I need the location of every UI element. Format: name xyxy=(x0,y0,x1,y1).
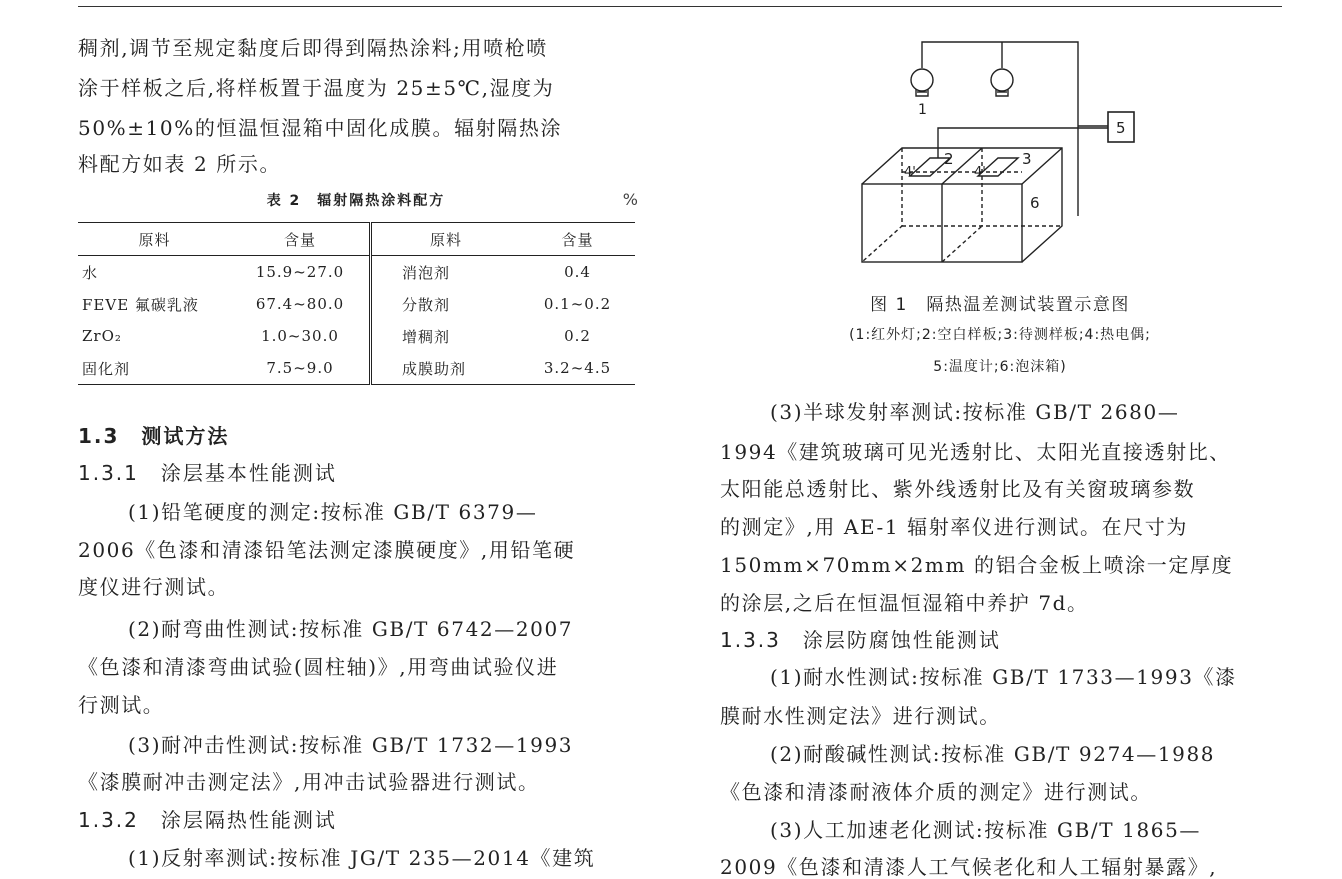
table-cell: FEVE 氟碳乳液 xyxy=(82,295,199,314)
table-cell: 0.2 xyxy=(564,327,591,345)
text-line: 《色漆和清漆弯曲试验(圆柱轴)》,用弯曲试验仪进 xyxy=(78,655,559,679)
table-header: 含量 xyxy=(231,223,371,256)
table-cell: ZrO₂ xyxy=(82,327,122,345)
text-line: (3)耐冲击性测试:按标准 GB/T 1732—1993 xyxy=(128,733,574,757)
apparatus-figure xyxy=(840,36,1160,276)
table-cell: 15.9~27.0 xyxy=(231,256,371,289)
text-line: 50%±10%的恒温恒湿箱中固化成膜。辐射隔热涂 xyxy=(78,116,563,140)
text-line: 《漆膜耐冲击测定法》,用冲击试验器进行测试。 xyxy=(78,770,540,794)
table-cell: 3.2~4.5 xyxy=(543,359,612,377)
text-line: (2)耐弯曲性测试:按标准 GB/T 6742—2007 xyxy=(128,617,574,641)
table-header: 原料 xyxy=(429,230,462,249)
text-line: 的测定》,用 AE-1 辐射率仪进行测试。在尺寸为 xyxy=(720,515,1188,539)
subsection-heading: 1.3.2 涂层隔热性能测试 xyxy=(78,808,337,832)
table-cell: 分散剂 xyxy=(402,295,451,314)
table-cell: 7.5~9.0 xyxy=(231,352,371,385)
text-line: 行测试。 xyxy=(78,693,165,717)
table-cell: 67.4~80.0 xyxy=(231,288,371,320)
text-line: (1)铅笔硬度的测定:按标准 GB/T 6379— xyxy=(128,500,538,524)
subsection-heading: 1.3.3 涂层防腐蚀性能测试 xyxy=(720,628,1001,652)
lamp-icon xyxy=(991,69,1013,96)
table-cell: 增稠剂 xyxy=(402,327,451,346)
lamp-icon xyxy=(911,69,933,96)
table-header: 含量 xyxy=(561,230,594,249)
figure-label: 1 xyxy=(918,102,927,118)
figure-label: 2 xyxy=(944,150,954,168)
subsection-heading: 1.3.1 涂层基本性能测试 xyxy=(78,461,337,485)
table-cell: 0.4 xyxy=(564,263,591,281)
formula-table xyxy=(78,222,635,385)
text-line: (3)人工加速老化测试:按标准 GB/T 1865— xyxy=(770,818,1202,842)
text-line: 度仪进行测试。 xyxy=(78,575,230,599)
text-line: 150mm×70mm×2mm 的铝合金板上喷涂一定厚度 xyxy=(720,553,1234,577)
text-line: 涂于样板之后,将样板置于温度为 25±5℃,湿度为 xyxy=(78,76,555,100)
text-line: 2006《色漆和清漆铅笔法测定漆膜硬度》,用铅笔硬 xyxy=(78,538,576,562)
text-line: 1994《建筑玻璃可见光透射比、太阳光直接透射比、 xyxy=(720,440,1231,464)
text-line: 太阳能总透射比、紫外线透射比及有关窗玻璃参数 xyxy=(720,477,1196,501)
text-line: 膜耐水性测定法》进行测试。 xyxy=(720,704,1001,728)
table-caption: 表 2 辐射隔热涂料配方 xyxy=(266,193,446,209)
text-line: (1)耐水性测试:按标准 GB/T 1733—1993《漆 xyxy=(770,665,1237,689)
table-cell: 1.0~30.0 xyxy=(231,320,371,352)
text-line: (2)耐酸碱性测试:按标准 GB/T 9274—1988 xyxy=(770,742,1216,766)
table-unit: % xyxy=(622,190,638,209)
table-cell: 水 xyxy=(82,263,99,282)
figure-note: (1:红外灯;2:空白样板;3:待测样板;4:热电偶; xyxy=(849,327,1151,343)
table-row xyxy=(78,288,635,320)
figure-label: 6 xyxy=(1030,194,1040,212)
table-header: 原料 xyxy=(138,230,171,249)
table-row xyxy=(78,352,635,385)
text-line: (1)反射率测试:按标准 JG/T 235—2014《建筑 xyxy=(128,846,596,870)
text-line: 的涂层,之后在恒温恒湿箱中养护 7d。 xyxy=(720,591,1089,615)
wire xyxy=(922,42,1078,216)
text-line: 《色漆和清漆耐液体介质的测定》进行测试。 xyxy=(720,780,1152,804)
text-line: (3)半球发射率测试:按标准 GB/T 2680— xyxy=(770,400,1180,424)
table-row xyxy=(78,320,635,352)
header-rule xyxy=(78,6,1282,7)
figure-label: 4' xyxy=(974,165,986,180)
figure-label: 5 xyxy=(1116,119,1126,137)
text-line: 稠剂,调节至规定黏度后即得到隔热涂料;用喷枪喷 xyxy=(78,36,548,60)
figure-label: 4' xyxy=(904,165,916,180)
figure-note: 5:温度计;6:泡沫箱) xyxy=(933,359,1067,375)
text-line: 2009《色漆和清漆人工气候老化和人工辐射暴露》, xyxy=(720,855,1218,879)
text-line: 料配方如表 2 所示。 xyxy=(78,152,282,176)
table-cell: 消泡剂 xyxy=(402,263,451,282)
figure-label: 3 xyxy=(1022,150,1032,168)
table-cell: 0.1~0.2 xyxy=(543,295,612,313)
table-cell: 成膜助剂 xyxy=(402,359,467,378)
table-row xyxy=(78,256,635,289)
table-cell: 固化剂 xyxy=(82,359,131,378)
figure-caption: 图 1 隔热温差测试装置示意图 xyxy=(870,295,1130,315)
section-heading: 1.3 测试方法 xyxy=(78,424,230,448)
